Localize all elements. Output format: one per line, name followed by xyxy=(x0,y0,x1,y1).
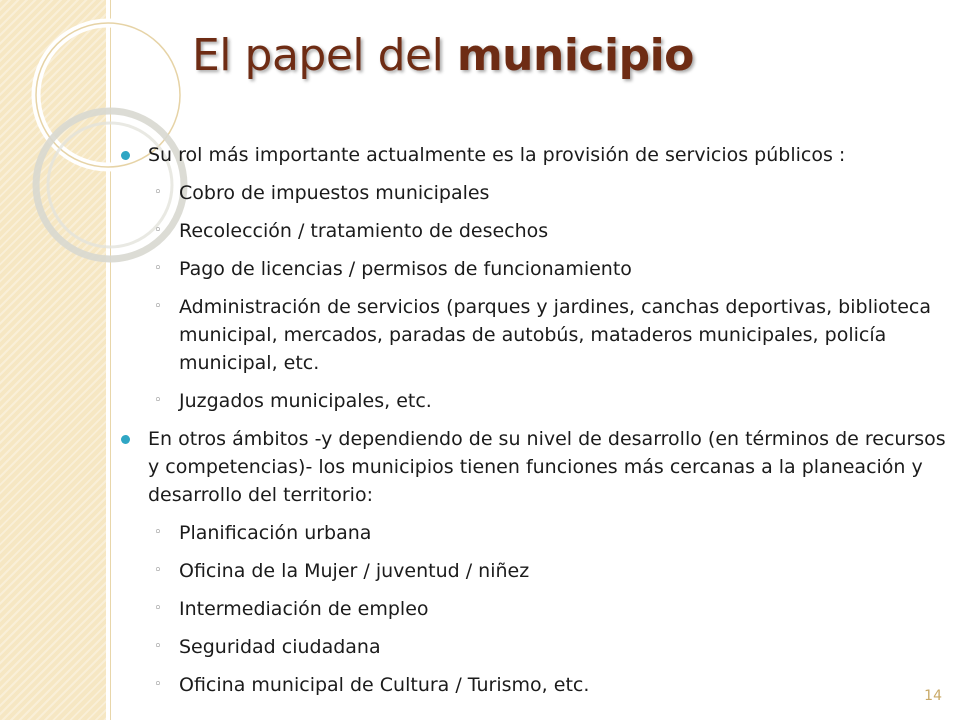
sub-bullet-item xyxy=(118,255,953,283)
sub-bullet-ring-icon: ◦ xyxy=(154,393,162,408)
sub-bullet-text: Recolección / tratamiento de desechos xyxy=(179,220,549,242)
sub-bullet-ring-icon: ◦ xyxy=(154,601,162,616)
sub-bullet-item xyxy=(118,179,953,207)
sub-bullet-text: Seguridad ciudadana xyxy=(179,636,381,658)
bullet-dot-icon xyxy=(121,435,130,444)
slide-title xyxy=(192,30,694,81)
bullet-item xyxy=(118,141,953,169)
sub-bullet-item xyxy=(118,557,953,585)
sub-bullet-ring-icon: ◦ xyxy=(154,185,162,200)
bullet-item xyxy=(118,425,953,509)
sub-bullet-text: Cobro de impuestos municipales xyxy=(179,182,490,204)
sub-bullet-ring-icon: ◦ xyxy=(154,677,162,692)
bullet-list xyxy=(118,141,953,709)
sub-bullet-item xyxy=(118,293,953,377)
sub-bullet-ring-icon: ◦ xyxy=(154,261,162,276)
slide-title-regular: El papel del xyxy=(192,30,457,81)
slide-title-bold: municipio xyxy=(456,30,694,81)
sub-bullet-text: Pago de licencias / permisos de funcionamiento xyxy=(179,258,632,280)
sub-bullet-ring-icon: ◦ xyxy=(154,299,162,314)
bullet-text: Su rol más importante actualmente es la provisión de servicios públicos : xyxy=(148,144,846,166)
sub-bullet-item xyxy=(118,671,953,699)
sub-bullet-item xyxy=(118,519,953,547)
sub-bullet-text: Oficina de la Mujer / juventud / niñez xyxy=(179,560,530,582)
bullet-text: En otros ámbitos -y dependiendo de su nivel de desarrollo (en términos de recursos y competencias)- los municipios tienen funciones más cercanas a la planeación y desarrollo del territorio: xyxy=(148,428,946,506)
sub-bullet-item xyxy=(118,595,953,623)
sub-bullet-text: Administración de servicios (parques y jardines, canchas deportivas, biblioteca municipal, mercados, paradas de autobús, mataderos municipales, policía municipal, etc. xyxy=(179,296,931,374)
page-number: 14 xyxy=(924,688,942,704)
sub-bullet-text: Planificación urbana xyxy=(179,522,372,544)
sub-bullet-ring-icon: ◦ xyxy=(154,639,162,654)
sub-bullet-text: Juzgados municipales, etc. xyxy=(179,390,432,412)
sub-bullet-ring-icon: ◦ xyxy=(154,223,162,238)
sub-bullet-text: Oficina municipal de Cultura / Turismo, etc. xyxy=(179,674,590,696)
sub-bullet-text: Intermediación de empleo xyxy=(179,598,429,620)
sub-bullet-item xyxy=(118,633,953,661)
sub-bullet-ring-icon: ◦ xyxy=(154,525,162,540)
bullet-dot-icon xyxy=(121,151,130,160)
sub-bullet-item xyxy=(118,217,953,245)
sub-bullet-ring-icon: ◦ xyxy=(154,563,162,578)
sub-bullet-item xyxy=(118,387,953,415)
